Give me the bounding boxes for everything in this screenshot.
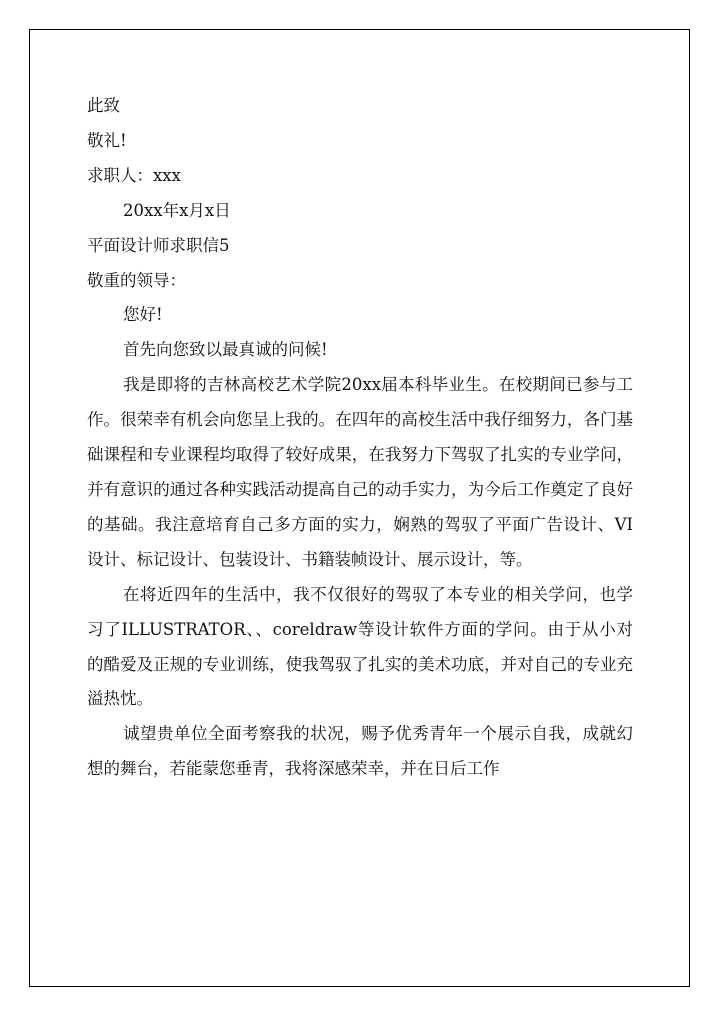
signature-line: 求职人：xxx: [87, 165, 181, 185]
closing-line-2: 敬礼!: [87, 130, 127, 150]
paragraph-4: 诚望贵单位全面考察我的状况，赐予优秀青年一个展示自我，成就幻想的舞台，若能蒙您垂青，我将深感荣幸，并在日后工作: [87, 724, 633, 779]
date-line: 20xx年x月x日: [123, 200, 231, 220]
closing-line-1: 此致: [87, 96, 120, 115]
greeting: 您好!: [123, 305, 163, 325]
document-body: [87, 89, 633, 787]
paragraph-3: 在将近四年的生活中，我不仅很好的驾驭了本专业的相关学问，也学习了ILLUSTRATOR、、coreldraw等设计软件方面的学问。由于从小对的酷爱及正规的专业训练，使我驾驭了扎实的美术功底，并对自己的专业充溢热忱。: [87, 584, 633, 709]
paragraph-1: 首先向您致以最真诚的问候!: [123, 340, 328, 360]
paragraph-2: 我是即将的吉林高校艺术学院20xx届本科毕业生。在校期间已参与工作。很荣幸有机会向您呈上我的。在四年的高校生活中我仔细努力，各门基础课程和专业课程均取得了较好成果，在我努力下驾驭了扎实的专业学问，并有意识的通过各种实践活动提高自己的动手实力，为今后工作奠定了良好的基础。我注意培育自己多方面的实力，娴熟的驾驭了平面广告设计、VI设计、标记设计、包装设计、书籍装帧设计、展示设计，等。: [87, 375, 633, 569]
salutation: 敬重的领导：: [87, 270, 186, 290]
letter-title: 平面设计师求职信5: [87, 235, 230, 255]
